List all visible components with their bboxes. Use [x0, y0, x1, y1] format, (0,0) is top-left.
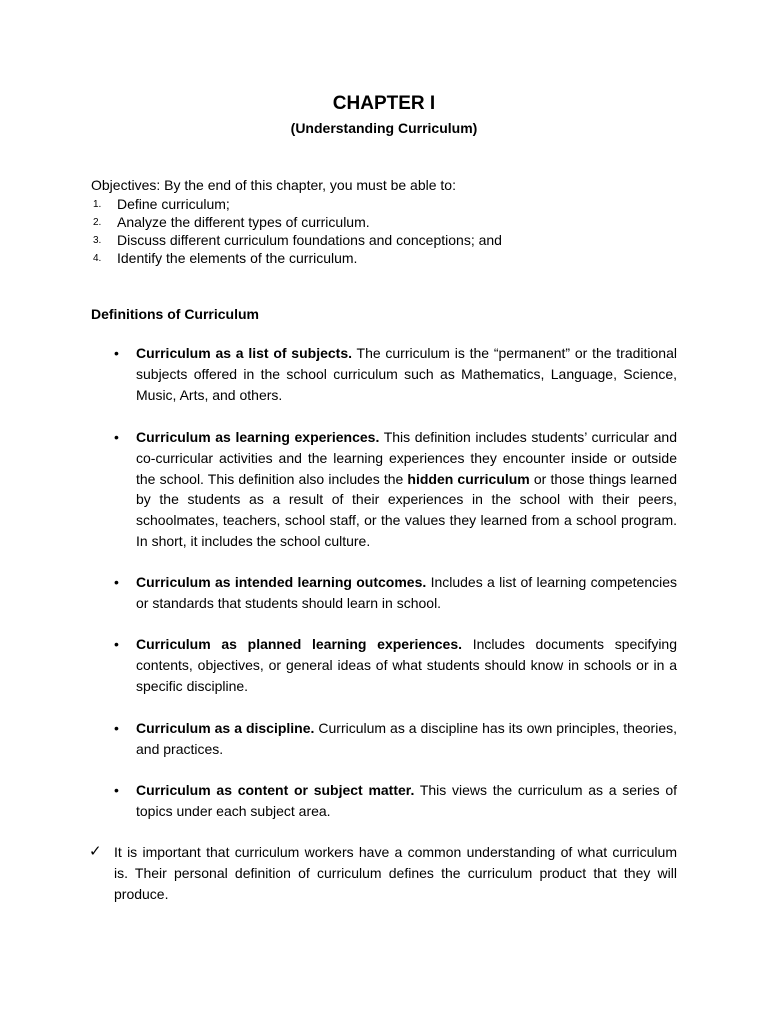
definition-term: Curriculum as content or subject matter.	[136, 782, 415, 798]
objectives-section	[91, 176, 691, 267]
objective-text: Identify the elements of the curriculum.	[117, 250, 358, 266]
definition-term: Curriculum as a discipline.	[136, 720, 315, 736]
definition-term: Curriculum as intended learning outcomes.	[136, 574, 427, 590]
bullet-icon: •	[114, 429, 119, 445]
objective-item	[91, 249, 691, 267]
definition-term: Curriculum as learning experiences.	[136, 429, 380, 445]
objective-item	[91, 195, 691, 213]
objective-item	[91, 231, 691, 249]
definitions-heading: Definitions of Curriculum	[91, 306, 259, 322]
objective-item	[91, 213, 691, 231]
definition-text: This views the curriculum as a series of topics under each subject area.	[136, 782, 677, 819]
checkmark-icon: ✓	[89, 843, 102, 860]
objective-text: Analyze the different types of curriculum.	[117, 214, 370, 230]
chapter-title: CHAPTER I	[332, 93, 436, 114]
bullet-icon: •	[114, 574, 119, 590]
definition-term: Curriculum as planned learning experiences.	[136, 636, 463, 652]
definition-item-planned-experiences	[114, 634, 677, 696]
definition-text: Curriculum as a discipline has its own principles, theories, and practices.	[136, 720, 677, 757]
bullet-icon: •	[114, 636, 119, 652]
objective-number: 2.	[93, 217, 102, 228]
definition-term: Curriculum as a list of subjects.	[136, 345, 352, 361]
definition-item-learning-experiences	[114, 427, 677, 552]
definition-text: Includes a list of learning competencies or standards that students should learn in school.	[136, 574, 677, 611]
objective-text: Define curriculum;	[117, 196, 230, 212]
definition-text-continued: or those things learned by the students as a result of their experiences in the school with their peers, schoolmates, teachers, school staff, or the values they learned from a school program. In short, it includes the school culture.	[136, 470, 677, 549]
definition-text: Includes documents specifying contents, objectives, or general ideas of what students should know in schools or in a specific discipline.	[136, 636, 677, 694]
objective-number: 1.	[93, 199, 102, 210]
objective-number: 3.	[93, 235, 102, 246]
bullet-icon: •	[114, 345, 119, 361]
definition-item-list-of-subjects	[114, 343, 677, 405]
definition-emphasis: hidden curriculum	[407, 470, 530, 487]
important-note	[89, 842, 677, 904]
definition-text: This definition includes students’ curricular and co-curricular activities and the learning experiences they encounter inside or outside the school. This definition also includes the	[136, 429, 677, 487]
bullet-icon: •	[114, 782, 119, 798]
definition-text: The curriculum is the “permanent” or the traditional subjects offered in the school curriculum such as Mathematics, Language, Science, Music, Arts, and others.	[136, 345, 677, 403]
objectives-intro: Objectives: By the end of this chapter, you must be able to:	[91, 177, 456, 193]
objectives-list	[91, 195, 691, 267]
bullet-icon: •	[114, 720, 119, 736]
definition-item-content	[114, 780, 677, 822]
chapter-subtitle: (Understanding Curriculum)	[290, 120, 478, 136]
note-text: It is important that curriculum workers have a common understanding of what curriculum is. Their personal definition of curriculum defines the curriculum product that they will produce.	[114, 844, 677, 902]
definition-item-discipline	[114, 718, 677, 760]
objective-number: 4.	[93, 253, 102, 264]
objective-text: Discuss different curriculum foundations and conceptions; and	[117, 232, 502, 248]
definition-item-intended-outcomes	[114, 572, 677, 614]
